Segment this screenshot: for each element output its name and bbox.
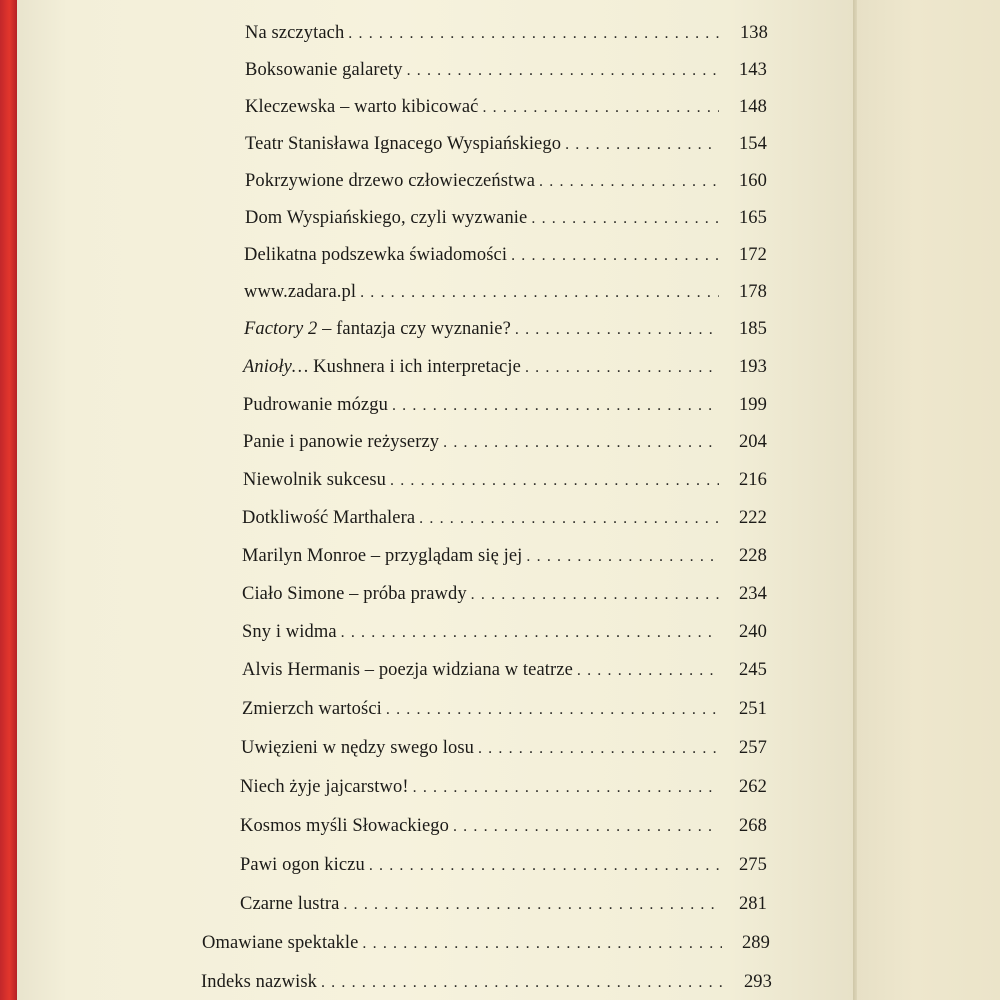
toc-entry	[240, 894, 767, 922]
toc-entry	[240, 777, 767, 805]
toc-entry	[201, 972, 772, 1000]
toc-entry	[242, 546, 767, 574]
toc-page-number: 216	[738, 470, 767, 490]
toc-page-number: 268	[738, 816, 767, 836]
toc-page-number: 289	[741, 933, 770, 953]
toc-entry	[241, 738, 767, 766]
toc-page-number: 185	[738, 319, 767, 339]
toc-entry-title: Pokrzywione drzewo człowieczeństwa	[245, 171, 536, 191]
toc-leader-dots	[362, 935, 722, 953]
toc-entry-title: Dotkliwość Marthalera	[242, 508, 416, 528]
toc-leader-dots	[531, 210, 719, 228]
toc-page-number: 143	[738, 60, 767, 80]
toc-entry-title-italic: Factory 2	[244, 319, 318, 339]
toc-entry	[245, 134, 767, 162]
toc-entry	[245, 171, 767, 199]
toc-leader-dots	[539, 173, 719, 191]
toc-page-number: 222	[738, 508, 767, 528]
toc-entry	[245, 60, 767, 88]
toc-entry-title: Uwięzieni w nędzy swego losu	[241, 738, 474, 758]
toc-entry	[243, 357, 767, 385]
toc-entry-title	[243, 357, 521, 378]
toc-entry-title: Marilyn Monroe – przyglądam się jej	[242, 546, 523, 566]
toc-entry-title: Zmierzch wartości	[242, 699, 382, 719]
toc-leader-dots	[526, 548, 719, 566]
toc-entry-title: Boksowanie galarety	[245, 60, 403, 80]
toc-leader-dots	[413, 779, 719, 797]
toc-page-number: 281	[738, 894, 767, 914]
toc-entry	[242, 660, 767, 688]
toc-entry-title-rest: – fantazja czy wyznanie?	[317, 319, 511, 339]
toc-page-number: 240	[738, 622, 767, 642]
toc-page-number: 148	[738, 97, 767, 117]
toc-page-number: 172	[738, 245, 767, 265]
toc-entry-title: Dom Wyspiańskiego, czyli wyzwanie	[245, 208, 528, 228]
toc-page-number: 234	[738, 584, 767, 604]
toc-page-number: 293	[743, 972, 772, 992]
toc-entry-title: Niewolnik sukcesu	[243, 470, 386, 490]
toc-page-number: 178	[738, 282, 767, 302]
toc-entry-title-rest: Kushnera i ich interpretacje	[308, 357, 521, 377]
toc-leader-dots	[515, 321, 719, 339]
toc-page-number: 245	[738, 660, 767, 680]
toc-entry	[244, 319, 767, 347]
toc-entry-title: Kleczewska – warto kibicować	[245, 97, 479, 117]
toc-entry	[242, 699, 767, 727]
toc-leader-dots	[369, 857, 719, 875]
toc-page-number: 228	[738, 546, 767, 566]
toc-entry	[240, 855, 767, 883]
toc-entry-title: Pudrowanie mózgu	[243, 395, 388, 415]
toc-entry-title: Teatr Stanisława Ignacego Wyspiańskiego	[245, 134, 562, 154]
toc-entry	[202, 933, 770, 961]
toc-page-number: 204	[738, 432, 767, 452]
toc-leader-dots	[360, 284, 719, 302]
toc-page-number: 257	[738, 738, 767, 758]
toc-leader-dots	[390, 472, 719, 490]
toc-page-number: 251	[738, 699, 767, 719]
toc-entry	[243, 432, 767, 460]
toc-entry	[240, 816, 767, 844]
toc-page-number: 165	[738, 208, 767, 228]
toc-entry	[242, 622, 767, 650]
toc-leader-dots	[386, 701, 719, 719]
toc-leader-dots	[343, 896, 719, 914]
toc-entry	[242, 508, 767, 536]
toc-leader-dots	[525, 359, 719, 377]
toc-leader-dots	[478, 740, 719, 758]
toc-leader-dots	[511, 247, 719, 265]
toc-entry	[242, 584, 767, 612]
toc-entry-title-italic: Anioły…	[243, 357, 309, 377]
toc-entry-title: Czarne lustra	[240, 894, 340, 914]
toc-page-number: 138	[739, 23, 768, 43]
toc-entry	[243, 470, 767, 498]
toc-entry-title: Niech żyje jajcarstwo!	[240, 777, 409, 797]
toc-leader-dots	[392, 397, 719, 415]
toc-entry-title: www.zadara.pl	[244, 282, 357, 302]
toc-entry-title: Na szczytach	[245, 23, 345, 43]
toc-entry	[245, 23, 768, 51]
toc-leader-dots	[453, 818, 719, 836]
toc-leader-dots	[321, 974, 724, 992]
toc-leader-dots	[471, 586, 719, 604]
toc-page-number: 275	[738, 855, 767, 875]
toc-page-number: 193	[738, 357, 767, 377]
toc-entry	[243, 395, 767, 423]
toc-leader-dots	[348, 25, 720, 43]
toc-page-number: 199	[738, 395, 767, 415]
toc-entry-title: Delikatna podszewka świadomości	[244, 245, 508, 265]
toc-leader-dots	[341, 624, 719, 642]
toc-leader-dots	[565, 136, 719, 154]
toc-entry	[245, 208, 767, 236]
toc-entry-title: Omawiane spektakle	[202, 933, 359, 953]
toc-entry-title: Alvis Hermanis – poezja widziana w teatrze	[242, 660, 573, 680]
toc-leader-dots	[443, 434, 719, 452]
toc-leader-dots	[482, 99, 719, 117]
toc-entry-title: Ciało Simone – próba prawdy	[242, 584, 467, 604]
toc-page-number: 262	[738, 777, 767, 797]
toc-entry-title: Indeks nazwisk	[201, 972, 317, 992]
toc-entry	[245, 97, 767, 125]
toc-entry-title	[244, 319, 511, 340]
toc-leader-dots	[577, 662, 719, 680]
toc-entry-title: Panie i panowie reżyserzy	[243, 432, 440, 452]
toc-entry-title: Pawi ogon kiczu	[240, 855, 365, 875]
toc-page-number: 154	[738, 134, 767, 154]
toc-entry	[244, 245, 767, 273]
toc-entry	[244, 282, 767, 310]
toc-leader-dots	[407, 62, 719, 80]
toc-entry-title: Kosmos myśli Słowackiego	[240, 816, 449, 836]
toc-leader-dots	[419, 510, 719, 528]
toc-entry-title: Sny i widma	[242, 622, 337, 642]
toc-page-number: 160	[738, 171, 767, 191]
